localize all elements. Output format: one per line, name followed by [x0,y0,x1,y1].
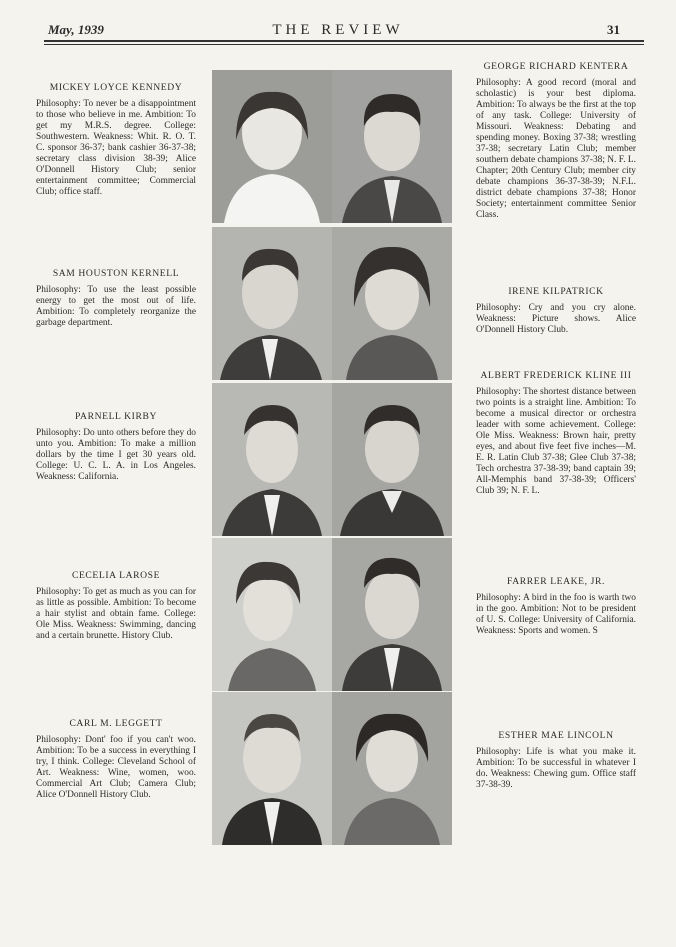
issue-date: May, 1939 [48,22,104,37]
student-description: Philosophy: A good record (moral and scholastic) is your best diploma. Ambition: To always be the first at the top of any task. College: University of Missouri. Weakness: Debating and spending money. Boxing 37-38; wrestling 37-38; secretary Latin Club; member southern debate champions 37-38; N. F. L. Chapter; 20th Century Club; member city debate champions 36-37-38-39; N.F.L. district debate champions 37-38; Honor Society; entertainment committee Senior Class. [476,78,636,220]
student-description: Philosophy: To use the least possible energy to get the most out of life. Ambition: To completely reorganize the garbage department. [36,285,196,328]
student-description: Philosophy: Dont' foo if you can't woo. Ambition: To be a success in everything I try, I think. College: Cleveland School of Art. Weakness: Wine, women, woo. Commercial Art Club; Camera Club; Alice O'Donnell History Club. [36,735,196,800]
student-description: Philosophy: A bird in the foo is warth two in the goo. Ambition: Not to be president of U. S. College: University of California. Weakness: Sports and women. S [476,593,636,636]
portrait-photo [332,227,452,380]
student-name: ESTHER MAE LINCOLN [498,730,614,741]
student-name: MICKEY LOYCE KENNEDY [49,82,183,93]
student-bio [476,61,636,221]
student-bio [36,718,196,801]
student-name: CECELIA LAROSE [71,570,161,581]
student-name: SAM HOUSTON KERNELL [52,268,180,279]
portrait-photo [212,692,332,845]
header-rule [44,40,644,42]
student-name: PARNELL KIRBY [75,411,157,422]
student-name: CARL M. LEGGETT [69,718,163,729]
student-description: Philosophy: Cry and you cry alone. Weakness: Picture shows. Alice O'Donnell History Club. [476,303,636,335]
student-bio [36,570,196,642]
portrait-photo [212,227,332,380]
portrait-photo [332,70,452,223]
student-bio [476,730,636,791]
student-name: ALBERT FREDERICK KLINE III [480,370,632,381]
student-name: GEORGE RICHARD KENTERA [483,61,629,72]
student-bio [36,268,196,329]
page-header [0,0,676,50]
student-description: Philosophy: To never be a disappointment to those who believe in me. Ambition: To get my M.R.S. degree. College: Southwestern. Weakness: Whit. R. O. T. C. sponsor 36-37; bank cashier 36-37-38; secretary class division 38-39; Alice O'Donnell History Club; senior entertainment committee; Commercial Club; office staff. [36,99,196,197]
student-bio [36,82,196,198]
student-bio [476,286,636,336]
student-name: FARRER LEAKE, JR. [507,576,605,587]
page-number: 31 [607,22,620,37]
student-description: Philosophy: Do unto others before they do unto you. Ambition: To make a million dollars by the time I get 30 years old. College: U. C. L. A. in Los Angeles. Weakness: California. [36,428,196,482]
student-description: Philosophy: The shortest distance between two points is a straight line. Ambition: To become a musical director or orchestra leader with some achievement. College: Ole Miss. Weakness: Brown hair, pretty eyes, and about five feet five inches—M. E. R. Latin Club 37-38; Glee Club 37-38; Tech orchestra 37-38-39; band captain 39; All-Memphis band 37-38-39; Officers' Club 39; N. F. L. [476,387,636,496]
portrait-photo [332,383,452,536]
portrait-photo [332,538,452,691]
portrait-photo [212,70,332,223]
portrait-photo [332,692,452,845]
portrait-photo [212,383,332,536]
student-bio [36,411,196,483]
student-bio [476,370,636,497]
student-description: Philosophy: Life is what you make it. Ambition: To be successful in whatever I do. Weakness: Chewing gum. Office staff 37-38-39. [476,747,636,790]
student-bio [476,576,636,637]
portrait-photo [212,538,332,691]
student-name: IRENE KILPATRICK [508,286,604,297]
publication-title: THE REVIEW [272,22,404,38]
header-rule-thin [44,44,644,45]
student-description: Philosophy: To get as much as you can for as little as possible. Ambition: To become a hair stylist and obtain fame. College: Ole Miss. Weakness: Swimming, dancing and a certain brunette. History Club. [36,587,196,641]
